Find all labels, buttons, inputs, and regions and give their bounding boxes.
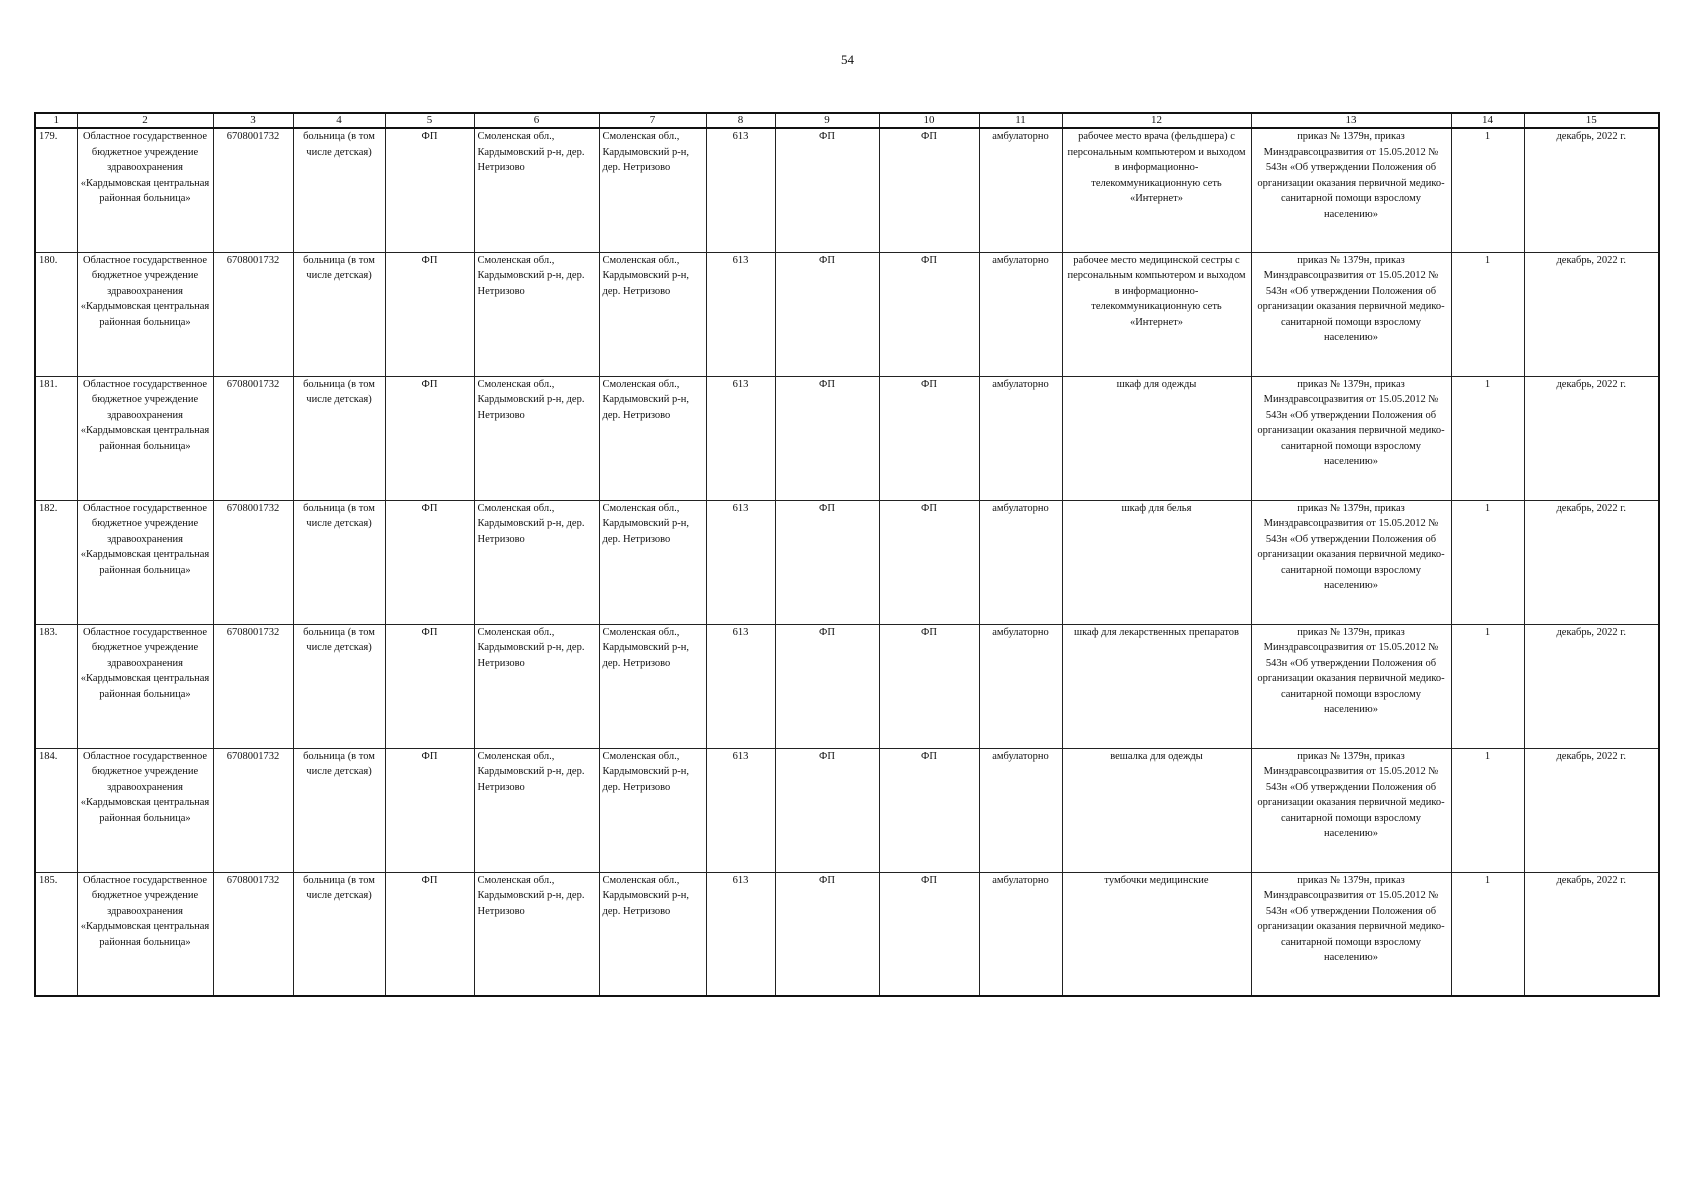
row-number: 181.	[35, 376, 77, 500]
column-header-7: 7	[599, 113, 706, 128]
unit-cell: ФП	[385, 376, 474, 500]
column-header-10: 10	[879, 113, 979, 128]
equipment-cell: вешалка для одежды	[1062, 748, 1251, 872]
deadline-cell: декабрь, 2022 г.	[1524, 252, 1659, 376]
deadline-cell: декабрь, 2022 г.	[1524, 500, 1659, 624]
address-cell: Смоленская обл., Кардымовский р-н, дер. Нетризово	[599, 376, 706, 500]
code-cell: 613	[706, 376, 775, 500]
mode-cell: амбулаторно	[979, 872, 1062, 996]
deadline-cell: декабрь, 2022 г.	[1524, 624, 1659, 748]
institution-name: Областное государственное бюджетное учреждение здравоохранения «Кардымовская центральная районная больница»	[77, 500, 213, 624]
institution-name: Областное государственное бюджетное учреждение здравоохранения «Кардымовская центральная районная больница»	[77, 748, 213, 872]
mode-cell: амбулаторно	[979, 252, 1062, 376]
institution-name: Областное государственное бюджетное учреждение здравоохранения «Кардымовская центральная районная больница»	[77, 376, 213, 500]
table-row	[35, 128, 1659, 252]
column-header-12: 12	[1062, 113, 1251, 128]
order-cell: приказ № 1379н, приказ Минздравсоцразвития от 15.05.2012 № 543н «Об утверждении Положения об организации оказания первичной медико-санитарной помощи взрослому населению»	[1251, 252, 1451, 376]
col10-cell: ФП	[879, 252, 979, 376]
inn-cell: 6708001732	[213, 748, 293, 872]
deadline-cell: декабрь, 2022 г.	[1524, 376, 1659, 500]
column-header-6: 6	[474, 113, 599, 128]
quantity-cell: 1	[1451, 252, 1524, 376]
address-cell: Смоленская обл., Кардымовский р-н, дер. Нетризово	[599, 252, 706, 376]
order-cell: приказ № 1379н, приказ Минздравсоцразвития от 15.05.2012 № 543н «Об утверждении Положения об организации оказания первичной медико-санитарной помощи взрослому населению»	[1251, 624, 1451, 748]
institution-name: Областное государственное бюджетное учреждение здравоохранения «Кардымовская центральная районная больница»	[77, 872, 213, 996]
address-cell: Смоленская обл., Кардымовский р-н, дер. Нетризово	[599, 128, 706, 252]
column-header-11: 11	[979, 113, 1062, 128]
address-cell: Смоленская обл., Кардымовский р-н, дер. Нетризово	[474, 624, 599, 748]
col9-cell: ФП	[775, 376, 879, 500]
column-header-5: 5	[385, 113, 474, 128]
equipment-cell: шкаф для одежды	[1062, 376, 1251, 500]
address-cell: Смоленская обл., Кардымовский р-н, дер. Нетризово	[599, 500, 706, 624]
quantity-cell: 1	[1451, 624, 1524, 748]
deadline-cell: декабрь, 2022 г.	[1524, 128, 1659, 252]
inn-cell: 6708001732	[213, 128, 293, 252]
order-cell: приказ № 1379н, приказ Минздравсоцразвития от 15.05.2012 № 543н «Об утверждении Положения об организации оказания первичной медико-санитарной помощи взрослому населению»	[1251, 128, 1451, 252]
row-number: 184.	[35, 748, 77, 872]
col9-cell: ФП	[775, 500, 879, 624]
mode-cell: амбулаторно	[979, 128, 1062, 252]
institution-name: Областное государственное бюджетное учреждение здравоохранения «Кардымовская центральная районная больница»	[77, 624, 213, 748]
col10-cell: ФП	[879, 376, 979, 500]
address-cell: Смоленская обл., Кардымовский р-н, дер. Нетризово	[474, 252, 599, 376]
inn-cell: 6708001732	[213, 500, 293, 624]
facility-type-cell: больница (в том числе детская)	[293, 376, 385, 500]
deadline-cell: декабрь, 2022 г.	[1524, 748, 1659, 872]
page-number: 54	[841, 52, 854, 67]
facility-type-cell: больница (в том числе детская)	[293, 500, 385, 624]
quantity-cell: 1	[1451, 128, 1524, 252]
column-header-8: 8	[706, 113, 775, 128]
column-header-14: 14	[1451, 113, 1524, 128]
mode-cell: амбулаторно	[979, 748, 1062, 872]
facility-type-cell: больница (в том числе детская)	[293, 128, 385, 252]
mode-cell: амбулаторно	[979, 500, 1062, 624]
facility-type-cell: больница (в том числе детская)	[293, 748, 385, 872]
column-header-3: 3	[213, 113, 293, 128]
inn-cell: 6708001732	[213, 624, 293, 748]
equipment-cell: шкаф для белья	[1062, 500, 1251, 624]
col9-cell: ФП	[775, 252, 879, 376]
col10-cell: ФП	[879, 872, 979, 996]
address-cell: Смоленская обл., Кардымовский р-н, дер. Нетризово	[474, 872, 599, 996]
equipment-table	[34, 112, 1660, 997]
column-header-1: 1	[35, 113, 77, 128]
code-cell: 613	[706, 128, 775, 252]
code-cell: 613	[706, 624, 775, 748]
code-cell: 613	[706, 748, 775, 872]
deadline-cell: декабрь, 2022 г.	[1524, 872, 1659, 996]
table-row	[35, 500, 1659, 624]
institution-name: Областное государственное бюджетное учреждение здравоохранения «Кардымовская центральная районная больница»	[77, 252, 213, 376]
unit-cell: ФП	[385, 128, 474, 252]
table-row	[35, 872, 1659, 996]
col9-cell: ФП	[775, 624, 879, 748]
facility-type-cell: больница (в том числе детская)	[293, 624, 385, 748]
code-cell: 613	[706, 500, 775, 624]
equipment-cell: рабочее место медицинской сестры с персональным компьютером и выходом в информационно-телекоммуникационную сеть «Интернет»	[1062, 252, 1251, 376]
column-header-4: 4	[293, 113, 385, 128]
col10-cell: ФП	[879, 500, 979, 624]
address-cell: Смоленская обл., Кардымовский р-н, дер. Нетризово	[599, 624, 706, 748]
institution-name: Областное государственное бюджетное учреждение здравоохранения «Кардымовская центральная районная больница»	[77, 128, 213, 252]
quantity-cell: 1	[1451, 748, 1524, 872]
unit-cell: ФП	[385, 624, 474, 748]
quantity-cell: 1	[1451, 376, 1524, 500]
order-cell: приказ № 1379н, приказ Минздравсоцразвития от 15.05.2012 № 543н «Об утверждении Положения об организации оказания первичной медико-санитарной помощи взрослому населению»	[1251, 748, 1451, 872]
address-cell: Смоленская обл., Кардымовский р-н, дер. Нетризово	[599, 748, 706, 872]
inn-cell: 6708001732	[213, 376, 293, 500]
order-cell: приказ № 1379н, приказ Минздравсоцразвития от 15.05.2012 № 543н «Об утверждении Положения об организации оказания первичной медико-санитарной помощи взрослому населению»	[1251, 500, 1451, 624]
col10-cell: ФП	[879, 748, 979, 872]
unit-cell: ФП	[385, 500, 474, 624]
unit-cell: ФП	[385, 872, 474, 996]
mode-cell: амбулаторно	[979, 376, 1062, 500]
inn-cell: 6708001732	[213, 252, 293, 376]
table-row	[35, 748, 1659, 872]
col10-cell: ФП	[879, 128, 979, 252]
row-number: 183.	[35, 624, 77, 748]
col9-cell: ФП	[775, 128, 879, 252]
equipment-cell: тумбочки медицинские	[1062, 872, 1251, 996]
facility-type-cell: больница (в том числе детская)	[293, 252, 385, 376]
row-number: 180.	[35, 252, 77, 376]
column-header-2: 2	[77, 113, 213, 128]
col10-cell: ФП	[879, 624, 979, 748]
address-cell: Смоленская обл., Кардымовский р-н, дер. Нетризово	[474, 748, 599, 872]
row-number: 185.	[35, 872, 77, 996]
row-number: 179.	[35, 128, 77, 252]
inn-cell: 6708001732	[213, 872, 293, 996]
address-cell: Смоленская обл., Кардымовский р-н, дер. Нетризово	[599, 872, 706, 996]
row-number: 182.	[35, 500, 77, 624]
table-row	[35, 376, 1659, 500]
unit-cell: ФП	[385, 252, 474, 376]
column-header-15: 15	[1524, 113, 1659, 128]
column-header-13: 13	[1251, 113, 1451, 128]
table-row	[35, 252, 1659, 376]
equipment-cell: шкаф для лекарственных препаратов	[1062, 624, 1251, 748]
facility-type-cell: больница (в том числе детская)	[293, 872, 385, 996]
address-cell: Смоленская обл., Кардымовский р-н, дер. Нетризово	[474, 128, 599, 252]
unit-cell: ФП	[385, 748, 474, 872]
order-cell: приказ № 1379н, приказ Минздравсоцразвития от 15.05.2012 № 543н «Об утверждении Положения об организации оказания первичной медико-санитарной помощи взрослому населению»	[1251, 376, 1451, 500]
mode-cell: амбулаторно	[979, 624, 1062, 748]
table-body	[35, 128, 1659, 996]
equipment-cell: рабочее место врача (фельдшера) с персональным компьютером и выходом в информационно-телекоммуникационную сеть «Интернет»	[1062, 128, 1251, 252]
col9-cell: ФП	[775, 872, 879, 996]
column-header-9: 9	[775, 113, 879, 128]
table-row	[35, 624, 1659, 748]
header-row	[35, 113, 1659, 128]
code-cell: 613	[706, 252, 775, 376]
quantity-cell: 1	[1451, 500, 1524, 624]
address-cell: Смоленская обл., Кардымовский р-н, дер. Нетризово	[474, 376, 599, 500]
col9-cell: ФП	[775, 748, 879, 872]
code-cell: 613	[706, 872, 775, 996]
order-cell: приказ № 1379н, приказ Минздравсоцразвития от 15.05.2012 № 543н «Об утверждении Положения об организации оказания первичной медико-санитарной помощи взрослому населению»	[1251, 872, 1451, 996]
address-cell: Смоленская обл., Кардымовский р-н, дер. Нетризово	[474, 500, 599, 624]
quantity-cell: 1	[1451, 872, 1524, 996]
